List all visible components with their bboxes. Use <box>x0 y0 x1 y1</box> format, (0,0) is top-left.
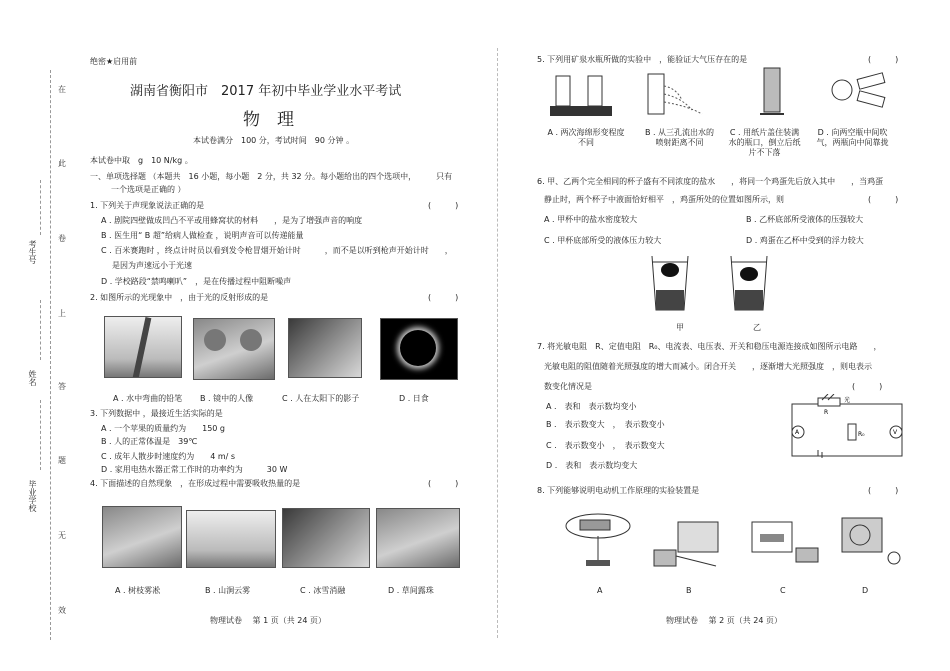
field-line <box>40 400 41 470</box>
answer-bracket: ( ) <box>428 293 459 302</box>
score-info: 本试卷满分 100 分，考试时间 90 分钟 。 <box>193 136 355 145</box>
melting-snow-photo <box>282 508 370 568</box>
q2-option-a: A . 水中弯曲的铅笔 <box>113 394 183 403</box>
solar-eclipse-photo <box>380 318 458 380</box>
answer-bracket: ( ) <box>428 479 459 488</box>
q3-stem: 3. 下列数据中 ，最接近生活实际的是 <box>90 409 223 418</box>
dew-grass-photo <box>376 508 460 568</box>
answer-bracket: ( ) <box>868 486 899 495</box>
q1-stem: 1. 下列关于声现象说法正确的是 <box>90 201 205 210</box>
field-line <box>40 180 41 235</box>
exam-title: 湖南省衡阳市 2017 年初中毕业学业水平考试 <box>130 84 402 99</box>
q1-option-b: B . 医生用“ B 超”给病人做检查 ，说明声音可以传递能量 <box>101 231 304 240</box>
q5-option-a: A . 两次海绵形变程度不同 <box>547 128 625 147</box>
q8-stem: 8. 下列能够说明电动机工作原理的实验装置是 <box>537 486 700 495</box>
light-label: 光 <box>844 397 851 404</box>
seal-char: 答 <box>58 382 66 391</box>
q1-option-d: D . 学校路段“禁鸣喇叭” ，是在传播过程中阻断噪声 <box>101 277 292 286</box>
rime-branch-photo <box>102 506 182 568</box>
seal-char: 题 <box>58 456 66 465</box>
field-school: 毕业学校 <box>28 480 37 512</box>
blow-between-bottles-figure <box>828 68 892 120</box>
q4-stem: 4. 下面描述的自然现象 ，在形成过程中需要吸收热量的是 <box>90 479 301 488</box>
r0-label: R₀ <box>858 431 865 438</box>
q8-figure-c <box>746 512 822 574</box>
ammeter-label: A <box>795 429 800 436</box>
g-note: 本试卷中取 g 10 N/kg 。 <box>90 156 193 165</box>
q5-option-c: C . 用纸片盖住装满水的瓶口，倒立后纸片不下落 <box>728 128 801 157</box>
q4-option-a: A . 树枝雾凇 <box>115 586 161 595</box>
shadow-photo <box>288 318 362 378</box>
page-footer-right: 物理试卷 第 2 页（共 24 页） <box>666 616 782 625</box>
q8-option-a: A <box>597 586 603 595</box>
q8-option-d: D <box>862 586 869 595</box>
q2-option-b: B . 镜中的人像 <box>200 394 254 403</box>
voltmeter-label: V <box>893 429 898 436</box>
paper-cover-bottle-figure <box>752 66 792 122</box>
q7-stem-cont2: 数变化情况是 <box>544 382 592 391</box>
cup-yi-label: 乙 <box>753 323 761 332</box>
q6-option-c: C . 甲杯底部所受的液体压力较大 <box>544 236 662 245</box>
q6-option-b: B . 乙杯底部所受液体的压强较大 <box>746 215 864 224</box>
q1-option-c-cont: 是因为声速远小于光速 <box>112 261 192 270</box>
pencil-in-water-photo <box>104 316 182 378</box>
answer-bracket: ( ) <box>868 55 899 64</box>
cup-yi-figure <box>725 250 773 318</box>
section-heading-cont: 一个选项是正确的 ） <box>111 185 186 194</box>
q3-option-d: D . 家用电热水器正常工作时的功率约为 30 W <box>101 465 288 474</box>
answer-bracket: ( ) <box>868 195 899 204</box>
seal-char: 效 <box>58 606 66 615</box>
q6-option-d: D . 鸡蛋在乙杯中受到的浮力较大 <box>746 236 864 245</box>
q8-option-b: B <box>686 586 692 595</box>
field-examinee-number: 考生号 <box>28 240 37 264</box>
r-label: R <box>824 409 829 416</box>
q7-stem: 7. 将光敏电阻 R、定值电阻 R₀、电流表、电压表、开关和稳压电源连接成如图所示电路 ， <box>537 342 882 351</box>
three-hole-bottle-figure <box>642 70 712 120</box>
q5-stem: 5. 下列用矿泉水瓶所做的实验中 ，能验证大气压存在的是 <box>537 55 748 64</box>
photoresistor-circuit <box>788 394 910 464</box>
seal-char: 在 <box>58 85 66 94</box>
secret-mark: 绝密★启用前 <box>90 57 138 66</box>
q1-option-c: C . 百米赛跑时 ，终点计时员以看到发令枪冒烟开始计时 ，而不是以听到枪声开始计时 ， <box>101 246 453 255</box>
seal-char: 卷 <box>58 234 66 243</box>
q7-option-a-text: A . 表和 表示数均变小 <box>546 402 637 411</box>
q2-option-d: D . 日食 <box>399 394 429 403</box>
q5-option-b: B . 从三孔流出水的喷射距离不同 <box>644 128 715 147</box>
q6-option-a: A . 甲杯中的盐水密度较大 <box>544 215 638 224</box>
field-name: 姓名 <box>28 370 37 386</box>
seal-char: 无 <box>58 531 66 540</box>
seal-line <box>50 70 51 640</box>
bottle-sponge-figure <box>550 70 620 120</box>
section-heading: 一、单项选择题 （本题共 16 小题，每小题 2 分，共 32 分。每小题给出的四个选项中， 只有 <box>90 172 453 181</box>
q1-option-a: A . 剧院四壁做成凹凸不平或用蜂窝状的材料 ，是为了增强声音的响度 <box>101 216 363 225</box>
answer-bracket: ( ) <box>852 382 883 391</box>
cup-jia-label: 甲 <box>676 323 684 332</box>
q5-option-d: D . 向两空瓶中间吹气，两瓶向中间靠拢 <box>816 128 889 147</box>
q2-stem: 2. 如图所示的光现象中 ，由于光的反射形成的是 <box>90 293 269 302</box>
page-footer-left: 物理试卷 第 1 页（共 24 页） <box>210 616 326 625</box>
answer-bracket: ( ) <box>428 201 459 210</box>
q8-figure-d <box>836 500 904 574</box>
q3-option-b: B . 人的正常体温是 39℃ <box>101 437 198 446</box>
q6-stem: 6. 甲、乙两个完全相同的杯子盛有不同浓度的盐水 ，将同一个鸡蛋先后放入其中 ，当鸡蛋 <box>537 177 884 186</box>
page-divider <box>497 48 498 638</box>
q8-figure-b <box>646 506 736 576</box>
seal-char: 此 <box>58 159 66 168</box>
cup-jia-figure <box>646 250 694 318</box>
q6-stem-cont: 静止时，两个杯子中液面恰好相平 ，鸡蛋所处的位置如图所示，则 <box>544 195 784 204</box>
q7-option-c: C . 表示数变小 ， 表示数变大 <box>546 441 665 450</box>
q8-option-c: C <box>780 586 786 595</box>
seal-char: 上 <box>58 309 66 318</box>
q2-option-c: C . 人在太阳下的影子 <box>282 394 360 403</box>
field-line <box>40 300 41 360</box>
q3-option-a: A . 一个苹果的质量约为 150 g <box>101 424 225 433</box>
mountain-mist-photo <box>186 510 276 568</box>
q7-option-d: D . 表和 表示数均变大 <box>546 461 638 470</box>
q7-stem-cont: 光敏电阻的阻值随着光照强度的增大而减小。闭合开关 ，逐渐增大光照强度 ，则电表示 <box>544 362 872 371</box>
q7-option-b: B . 表示数变大 ， 表示数变小 <box>546 420 665 429</box>
q4-option-b: B . 山涧云雾 <box>205 586 251 595</box>
q4-option-d: D . 草间露珠 <box>388 586 434 595</box>
q8-figure-a <box>560 506 638 568</box>
q4-option-c: C . 冰雪消融 <box>300 586 346 595</box>
mirror-image-photo <box>193 318 275 380</box>
subject-title: 物 理 <box>243 110 294 130</box>
q7-option-a <box>546 402 637 412</box>
q3-option-c: C . 成年人散步时速度约为 4 m/ s <box>101 452 236 461</box>
